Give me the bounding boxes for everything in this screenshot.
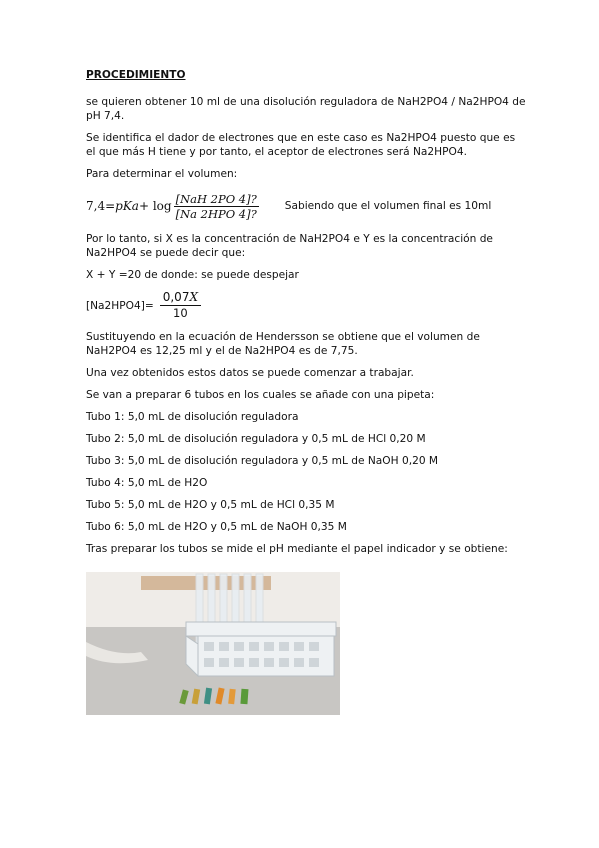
electron-donor-paragraph: Se identifica el dador de electrones que en este caso es Na2HPO4 puesto que es el que más H tiene y por tanto, el aceptor de electrones será Na2HPO4. <box>86 132 516 158</box>
henderson-equation <box>86 192 259 221</box>
concentration-lhs: [Na2HPO4]= <box>86 299 154 312</box>
result-paragraph: Sustituyendo en la ecuación de Hendersson se obtiene que el volumen de NaH2PO4 es 12,25 ml y el de Na2HPO4 es de 7,75. <box>86 331 480 357</box>
equation-lhs: 7,4= <box>86 199 116 213</box>
intro-paragraph: se quieren obtener 10 ml de una disolución reguladora de NaH2PO4 / Na2HPO4 de pH 7,4. <box>86 96 526 122</box>
numerator-value: 0,07 <box>162 290 190 304</box>
tube-6-line: Tubo 6: 5,0 mL de H2O y 0,5 mL de NaOH 0,35 M <box>86 521 347 533</box>
document-page <box>86 68 526 719</box>
numerator-variable: X <box>189 290 198 304</box>
equation-denominator: [Na 2HPO 4]? <box>175 206 257 221</box>
tubes-intro-paragraph: Se van a preparar 6 tubos en los cuales se añade con una pipeta: <box>86 389 435 401</box>
equation-note: Sabiendo que el volumen final es 10ml <box>284 200 492 212</box>
equation-numerator: [NaH 2PO 4]? <box>175 191 257 206</box>
tube-4-line: Tubo 4: 5,0 mL de H2O <box>86 477 208 489</box>
concentration-denominator: 10 <box>173 306 188 320</box>
equation-fraction <box>174 192 259 221</box>
tube-5-line: Tubo 5: 5,0 mL de H2O y 0,5 mL de HCl 0,35 M <box>86 499 335 511</box>
concentration-numerator <box>160 290 201 306</box>
start-work-paragraph: Una vez obtenidos estos datos se puede comenzar a trabajar. <box>86 367 414 379</box>
concentration-equation <box>86 290 526 321</box>
equation-log: + log <box>138 199 172 213</box>
concentration-paragraph: Por lo tanto, si X es la concentración de NaH2PO4 e Y es la concentración de Na2HPO4 se puede decir que: <box>86 233 493 259</box>
sum-paragraph: X + Y =20 de donde: se puede despejar <box>86 269 299 281</box>
tube-2-line: Tubo 2: 5,0 mL de disolución reguladora y 0,5 mL de HCl 0,20 M <box>86 433 426 445</box>
measurement-paragraph: Tras preparar los tubos se mide el pH mediante el papel indicador y se obtiene: <box>86 543 508 555</box>
section-heading: PROCEDIMIENTO <box>86 69 186 81</box>
tube-3-line: Tubo 3: 5,0 mL de disolución reguladora y 0,5 mL de NaOH 0,20 M <box>86 455 439 467</box>
concentration-fraction <box>160 290 201 321</box>
volume-intro-paragraph: Para determinar el volumen: <box>86 168 238 180</box>
henderson-equation-row <box>86 189 526 223</box>
tube-1-line: Tubo 1: 5,0 mL de disolución reguladora <box>86 411 299 423</box>
lab-photo <box>86 572 340 715</box>
equation-pka: pKa <box>115 199 139 213</box>
